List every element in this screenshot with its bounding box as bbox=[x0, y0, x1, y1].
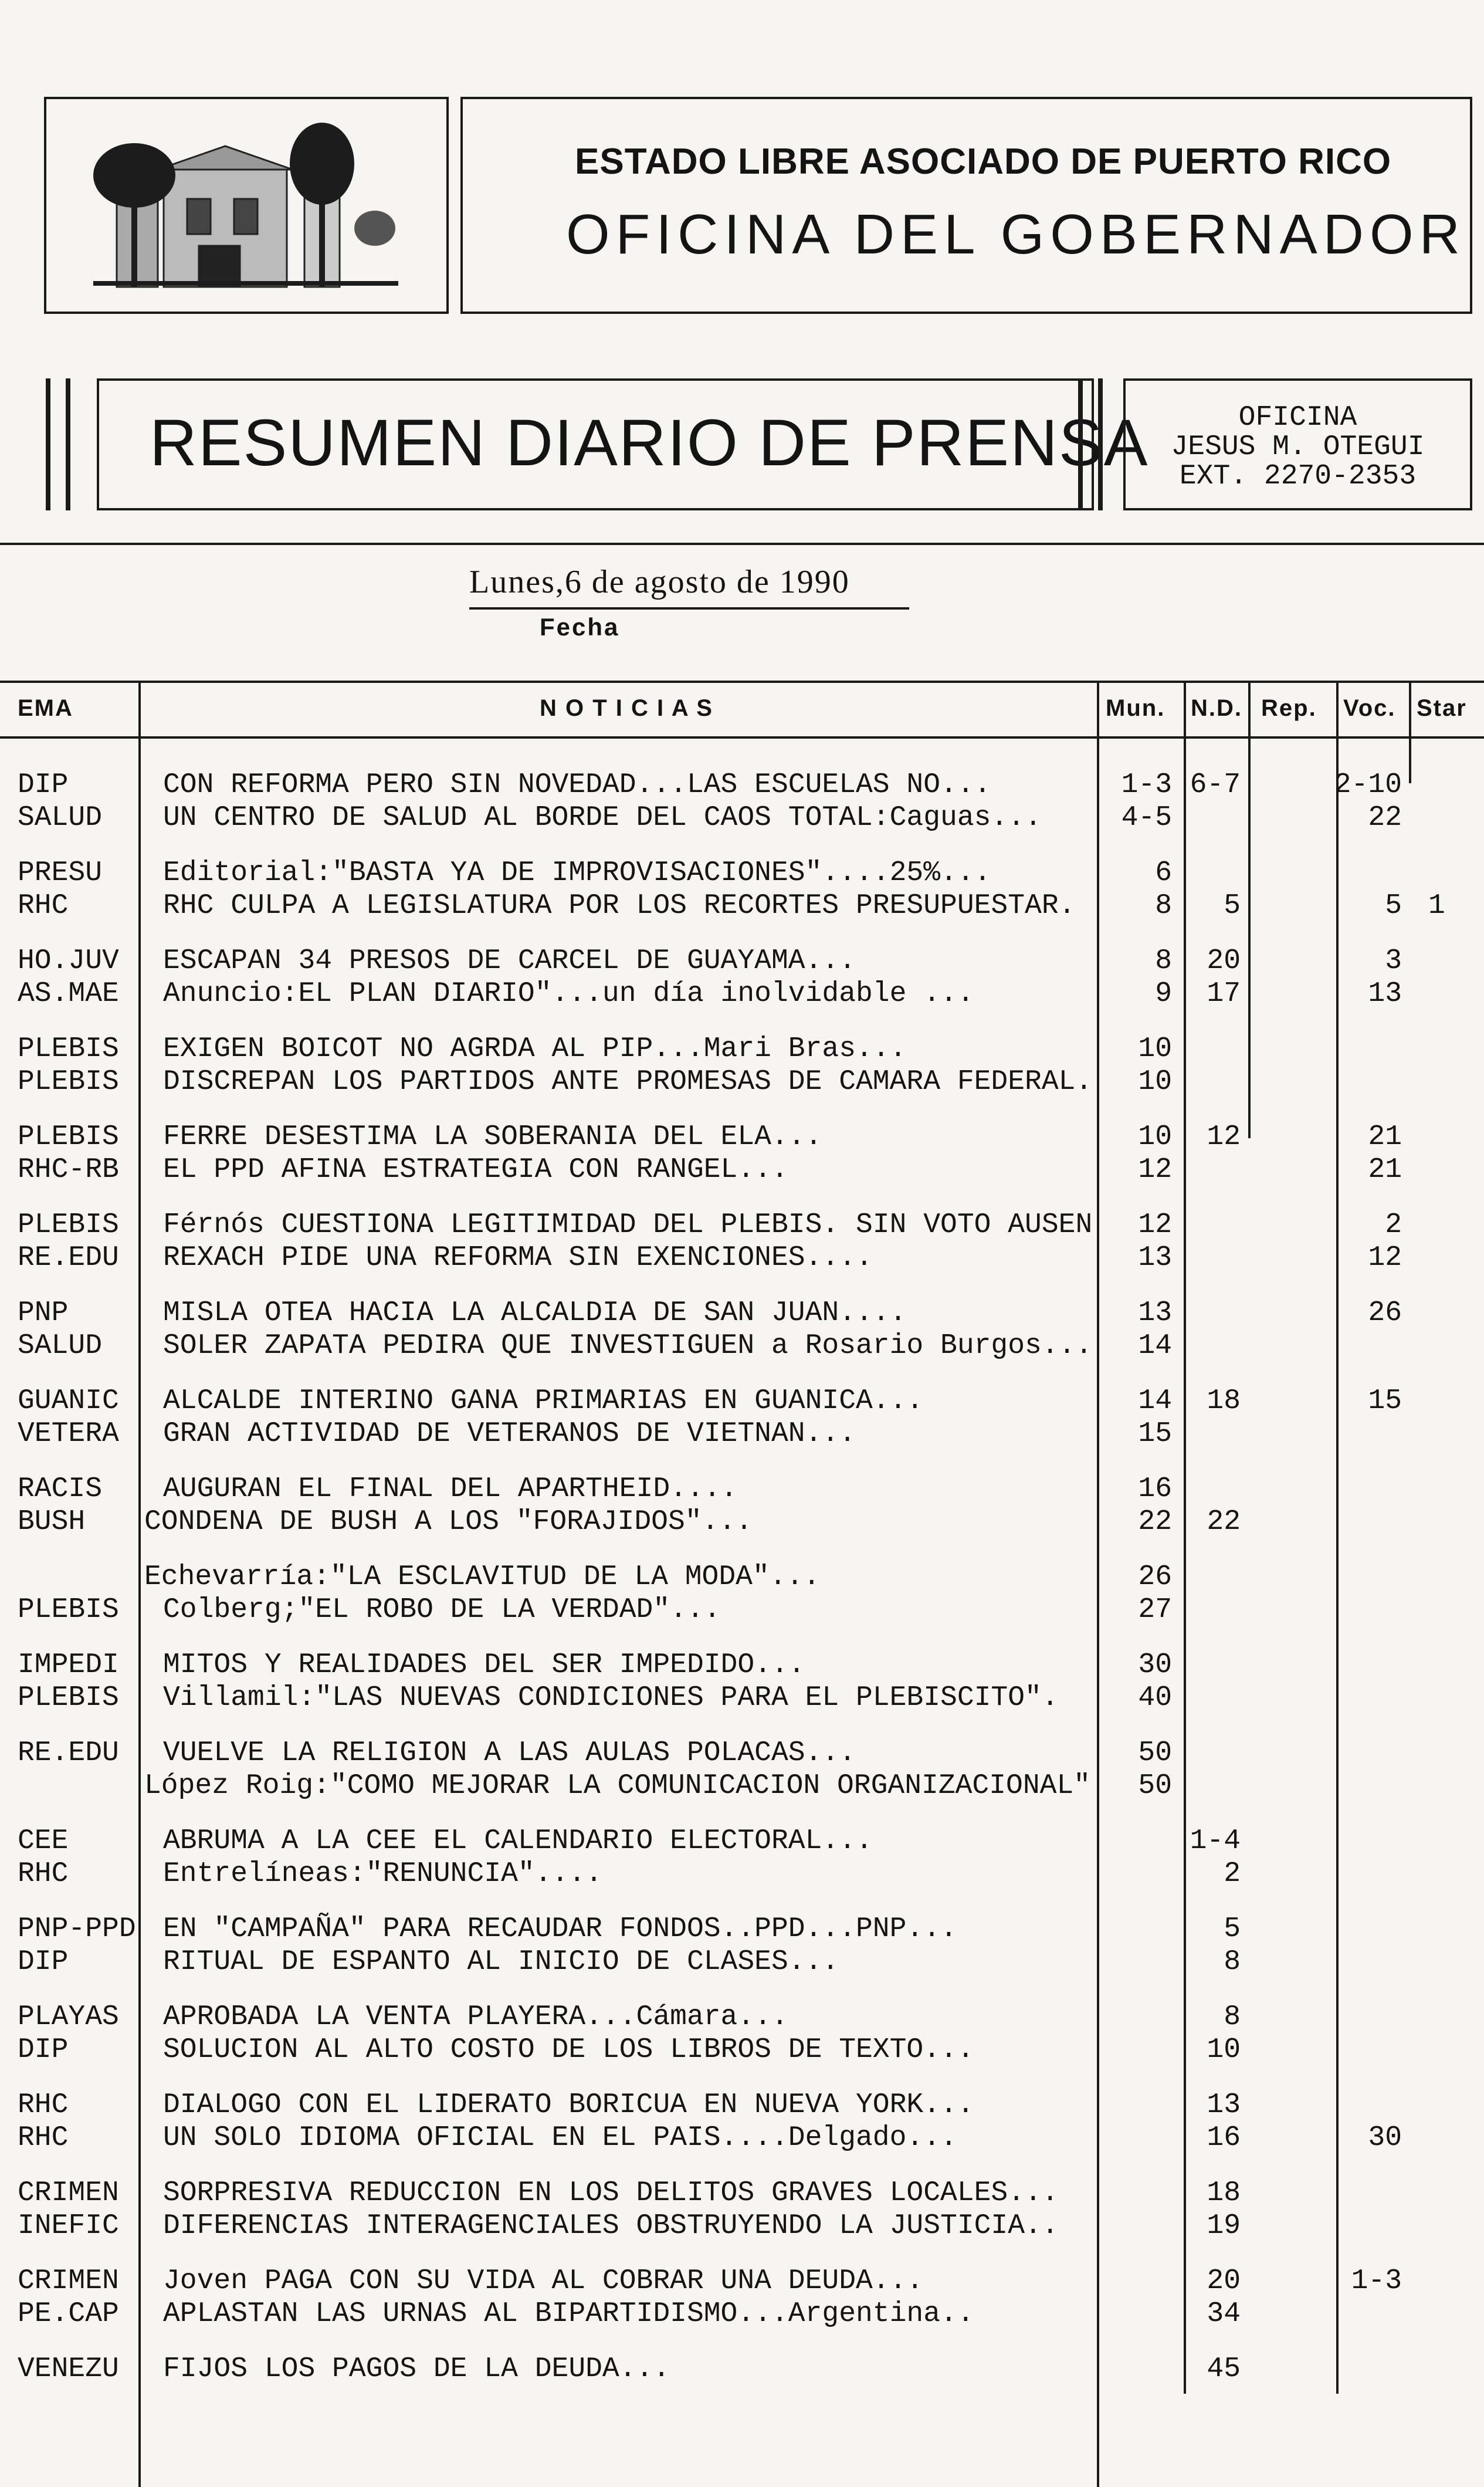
row-mun: 10 bbox=[1138, 1121, 1172, 1153]
row-tema: RACIS bbox=[18, 1473, 103, 1505]
row-tema: VETERA bbox=[18, 1418, 119, 1450]
row-nd: 5 bbox=[1224, 1913, 1241, 1945]
office-label: OFICINA bbox=[1238, 402, 1357, 434]
table-row bbox=[0, 1825, 1484, 1857]
row-noticia: ESCAPAN 34 PRESOS DE CARCEL DE GUAYAMA... bbox=[163, 945, 856, 977]
row-tema: VENEZU bbox=[18, 2353, 119, 2385]
col-divider-star bbox=[1409, 681, 1411, 783]
row-tema: DIP bbox=[18, 2034, 69, 2066]
col-header-nd: N.D. bbox=[1191, 695, 1242, 721]
row-tema: PLEBIS bbox=[18, 1066, 119, 1098]
row-noticia: López Roig:"COMO MEJORAR LA COMUNICACION ORGANIZACIONAL" bbox=[144, 1770, 1091, 1802]
row-tema: AS.MAE bbox=[18, 978, 119, 1010]
table-row bbox=[0, 1857, 1484, 1890]
government-name: ESTADO LIBRE ASOCIADO DE PUERTO RICO bbox=[575, 141, 1392, 182]
row-nd: 5 bbox=[1224, 890, 1241, 922]
row-tema: CRIMEN bbox=[18, 2265, 119, 2297]
table-row bbox=[0, 1385, 1484, 1417]
table-top-rule bbox=[0, 681, 1484, 683]
row-mun: 14 bbox=[1138, 1330, 1172, 1362]
row-noticia: DIALOGO CON EL LIDERATO BORICUA EN NUEVA YORK... bbox=[163, 2089, 974, 2121]
row-tema: INEFIC bbox=[18, 2210, 119, 2242]
bracket-right-inner bbox=[1078, 378, 1083, 510]
row-noticia: GRAN ACTIVIDAD DE VETERANOS DE VIETNAN... bbox=[163, 1418, 856, 1450]
row-mun: 9 bbox=[1155, 978, 1172, 1010]
row-noticia: REXACH PIDE UNA REFORMA SIN EXENCIONES.... bbox=[163, 1242, 873, 1274]
row-noticia: ALCALDE INTERINO GANA PRIMARIAS EN GUANICA... bbox=[163, 1385, 924, 1417]
row-noticia: EXIGEN BOICOT NO AGRDA AL PIP...Mari Bras... bbox=[163, 1033, 907, 1065]
row-nd: 2 bbox=[1224, 1858, 1241, 1890]
row-tema: PLEBIS bbox=[18, 1594, 119, 1626]
row-nd: 18 bbox=[1207, 1385, 1241, 1417]
header-divider bbox=[0, 543, 1484, 545]
row-voc: 2 bbox=[1385, 1209, 1402, 1241]
row-noticia: EN "CAMPAÑA" PARA RECAUDAR FONDOS..PPD...PNP... bbox=[163, 1913, 957, 1945]
table-row bbox=[0, 2265, 1484, 2297]
row-mun: 50 bbox=[1138, 1770, 1172, 1802]
row-mun: 30 bbox=[1138, 1649, 1172, 1681]
row-voc: 21 bbox=[1368, 1154, 1402, 1186]
row-tema: DIP bbox=[18, 1946, 69, 1978]
row-voc: 2-10 bbox=[1334, 769, 1402, 801]
table-row bbox=[0, 2297, 1484, 2330]
row-nd: 17 bbox=[1207, 978, 1241, 1010]
fortaleza-building-icon bbox=[46, 99, 446, 312]
row-voc: 5 bbox=[1385, 890, 1402, 922]
table-row bbox=[0, 1561, 1484, 1593]
row-tema: PLEBIS bbox=[18, 1033, 119, 1065]
row-nd: 34 bbox=[1207, 2298, 1241, 2330]
table-row bbox=[0, 2177, 1484, 2209]
row-tema: PE.CAP bbox=[18, 2298, 119, 2330]
table-row bbox=[0, 1649, 1484, 1681]
row-noticia: FIJOS LOS PAGOS DE LA DEUDA... bbox=[163, 2353, 670, 2385]
row-mun: 13 bbox=[1138, 1297, 1172, 1329]
press-summary-title: RESUMEN DIARIO DE PRENSA bbox=[150, 406, 1149, 479]
table-row bbox=[0, 2121, 1484, 2154]
row-nd: 19 bbox=[1207, 2210, 1241, 2242]
table-row bbox=[0, 889, 1484, 922]
row-voc: 26 bbox=[1368, 1297, 1402, 1329]
table-row bbox=[0, 801, 1484, 834]
row-nd: 18 bbox=[1207, 2177, 1241, 2209]
row-star: 1 bbox=[1428, 890, 1445, 922]
table-row bbox=[0, 1153, 1484, 1186]
row-nd: 8 bbox=[1224, 2001, 1241, 2033]
row-nd: 1-4 bbox=[1190, 1825, 1241, 1857]
table-row bbox=[0, 2001, 1484, 2033]
table-row bbox=[0, 1913, 1484, 1945]
row-noticia: UN SOLO IDIOMA OFICIAL EN EL PAIS....Delgado... bbox=[163, 2122, 957, 2154]
row-voc: 15 bbox=[1368, 1385, 1402, 1417]
row-noticia: AUGURAN EL FINAL DEL APARTHEID.... bbox=[163, 1473, 738, 1505]
row-noticia: MISLA OTEA HACIA LA ALCALDIA DE SAN JUAN.... bbox=[163, 1297, 907, 1329]
table-row bbox=[0, 1593, 1484, 1626]
table-row bbox=[0, 857, 1484, 889]
row-noticia: SOLER ZAPATA PEDIRA QUE INVESTIGUEN a Rosario Burgos... bbox=[163, 1330, 1093, 1362]
row-mun: 4-5 bbox=[1121, 802, 1172, 834]
row-noticia: Joven PAGA CON SU VIDA AL COBRAR UNA DEUDA... bbox=[163, 2265, 924, 2297]
row-mun: 40 bbox=[1138, 1682, 1172, 1714]
table-row bbox=[0, 1297, 1484, 1329]
row-tema: CEE bbox=[18, 1825, 69, 1857]
row-tema: RHC-RB bbox=[18, 1154, 119, 1186]
row-nd: 6-7 bbox=[1190, 769, 1241, 801]
table-row bbox=[0, 1473, 1484, 1505]
row-nd: 20 bbox=[1207, 945, 1241, 977]
row-noticia: Echevarría:"LA ESCLAVITUD DE LA MODA"... bbox=[144, 1561, 821, 1593]
table-row bbox=[0, 1241, 1484, 1274]
row-mun: 10 bbox=[1138, 1033, 1172, 1065]
row-tema: RHC bbox=[18, 1858, 69, 1890]
row-voc: 22 bbox=[1368, 802, 1402, 834]
row-tema: PNP bbox=[18, 1297, 69, 1329]
table-row bbox=[0, 1737, 1484, 1769]
bracket-left-inner bbox=[66, 378, 70, 510]
row-noticia: RHC CULPA A LEGISLATURA POR LOS RECORTES PRESUPUESTAR. bbox=[163, 890, 1076, 922]
table-row bbox=[0, 1065, 1484, 1098]
row-noticia: APROBADA LA VENTA PLAYERA...Cámara... bbox=[163, 2001, 788, 2033]
row-mun: 12 bbox=[1138, 1154, 1172, 1186]
row-voc: 21 bbox=[1368, 1121, 1402, 1153]
table-row bbox=[0, 2089, 1484, 2121]
row-noticia: UN CENTRO DE SALUD AL BORDE DEL CAOS TOTAL:Caguas... bbox=[163, 802, 1042, 834]
bracket-left-outer bbox=[46, 378, 50, 510]
row-noticia: VUELVE LA RELIGION A LAS AULAS POLACAS... bbox=[163, 1737, 856, 1769]
row-noticia: EL PPD AFINA ESTRATEGIA CON RANGEL... bbox=[163, 1154, 788, 1186]
row-nd: 20 bbox=[1207, 2265, 1241, 2297]
table-header-rule bbox=[0, 736, 1484, 739]
office-name: OFICINA DEL GOBERNADOR bbox=[566, 203, 1466, 266]
row-tema: RE.EDU bbox=[18, 1242, 119, 1274]
row-voc: 13 bbox=[1368, 978, 1402, 1010]
row-tema: IMPEDI bbox=[18, 1649, 119, 1681]
row-nd: 8 bbox=[1224, 1946, 1241, 1978]
row-tema: PLEBIS bbox=[18, 1209, 119, 1241]
table-row bbox=[0, 1033, 1484, 1065]
row-mun: 50 bbox=[1138, 1737, 1172, 1769]
report-date: Lunes,6 de agosto de 1990 bbox=[469, 564, 850, 600]
row-tema: DIP bbox=[18, 769, 69, 801]
row-tema: PRESU bbox=[18, 857, 103, 889]
row-noticia: MITOS Y REALIDADES DEL SER IMPEDIDO... bbox=[163, 1649, 805, 1681]
row-mun: 12 bbox=[1138, 1209, 1172, 1241]
row-tema: PLEBIS bbox=[18, 1121, 119, 1153]
row-mun: 22 bbox=[1138, 1506, 1172, 1538]
row-tema: SALUD bbox=[18, 802, 103, 834]
table-row bbox=[0, 1417, 1484, 1450]
table-row bbox=[0, 1681, 1484, 1714]
table-row bbox=[0, 1121, 1484, 1153]
row-tema: PNP-PPD bbox=[18, 1913, 136, 1945]
row-noticia: RITUAL DE ESPANTO AL INICIO DE CLASES... bbox=[163, 1946, 839, 1978]
col-header-voc: Voc. bbox=[1343, 695, 1396, 721]
row-voc: 1-3 bbox=[1351, 2265, 1402, 2297]
row-tema: PLEBIS bbox=[18, 1682, 119, 1714]
row-noticia: FERRE DESESTIMA LA SOBERANIA DEL ELA... bbox=[163, 1121, 822, 1153]
row-noticia: Férnós CUESTIONA LEGITIMIDAD DEL PLEBIS. SIN VOTO AUSEN bbox=[163, 1209, 1093, 1241]
row-noticia: Editorial:"BASTA YA DE IMPROVISACIONES"....25%... bbox=[163, 857, 991, 889]
row-nd: 22 bbox=[1207, 1506, 1241, 1538]
row-mun: 1-3 bbox=[1121, 769, 1172, 801]
row-tema: RHC bbox=[18, 890, 69, 922]
table-row bbox=[0, 1769, 1484, 1802]
col-header-mun: Mun. bbox=[1106, 695, 1165, 721]
row-noticia: APLASTAN LAS URNAS AL BIPARTIDISMO...Argentina.. bbox=[163, 2298, 974, 2330]
row-noticia: Entrelíneas:"RENUNCIA".... bbox=[163, 1858, 602, 1890]
row-nd: 45 bbox=[1207, 2353, 1241, 2385]
row-tema: GUANIC bbox=[18, 1385, 119, 1417]
row-noticia: DIFERENCIAS INTERAGENCIALES OBSTRUYENDO LA JUSTICIA.. bbox=[163, 2210, 1059, 2242]
row-voc: 30 bbox=[1368, 2122, 1402, 2154]
row-tema: BUSH bbox=[18, 1506, 86, 1538]
bracket-right-outer bbox=[1098, 378, 1103, 510]
table-row bbox=[0, 769, 1484, 801]
table-row bbox=[0, 1505, 1484, 1538]
row-mun: 14 bbox=[1138, 1385, 1172, 1417]
row-mun: 27 bbox=[1138, 1594, 1172, 1626]
row-nd: 13 bbox=[1207, 2089, 1241, 2121]
table-row bbox=[0, 977, 1484, 1010]
row-tema: RHC bbox=[18, 2089, 69, 2121]
col-header-tema: EMA bbox=[18, 695, 73, 721]
table-row bbox=[0, 2209, 1484, 2242]
row-noticia: CONDENA DE BUSH A LOS "FORAJIDOS"... bbox=[144, 1506, 753, 1538]
row-noticia: ABRUMA A LA CEE EL CALENDARIO ELECTORAL... bbox=[163, 1825, 873, 1857]
row-mun: 8 bbox=[1155, 890, 1172, 922]
date-label: Fecha bbox=[540, 613, 620, 641]
row-tema: RHC bbox=[18, 2122, 69, 2154]
row-noticia: CON REFORMA PERO SIN NOVEDAD...LAS ESCUELAS NO... bbox=[163, 769, 991, 801]
table-row bbox=[0, 1209, 1484, 1241]
table-row bbox=[0, 2353, 1484, 2386]
row-noticia: Colberg;"EL ROBO DE LA VERDAD"... bbox=[163, 1594, 721, 1626]
row-tema: RE.EDU bbox=[18, 1737, 119, 1769]
row-mun: 13 bbox=[1138, 1242, 1172, 1274]
table-row bbox=[0, 1329, 1484, 1362]
row-noticia: Villamil:"LAS NUEVAS CONDICIONES PARA EL PLEBISCITO". bbox=[163, 1682, 1059, 1714]
row-mun: 8 bbox=[1155, 945, 1172, 977]
col-header-noticias: N O T I C I A S bbox=[540, 695, 713, 721]
row-noticia: SORPRESIVA REDUCCION EN LOS DELITOS GRAVES LOCALES... bbox=[163, 2177, 1059, 2209]
row-nd: 12 bbox=[1207, 1121, 1241, 1153]
row-mun: 6 bbox=[1155, 857, 1172, 889]
office-contact-name: JESUS M. OTEGUI bbox=[1171, 431, 1425, 463]
row-noticia: DISCREPAN LOS PARTIDOS ANTE PROMESAS DE CAMARA FEDERAL. bbox=[163, 1066, 1093, 1098]
row-mun: 15 bbox=[1138, 1418, 1172, 1450]
col-header-rep: Rep. bbox=[1261, 695, 1317, 721]
col-header-star: Star bbox=[1417, 695, 1467, 721]
table-row bbox=[0, 945, 1484, 977]
table-row bbox=[0, 1945, 1484, 1978]
row-noticia: Anuncio:EL PLAN DIARIO"...un día inolvidable ... bbox=[163, 978, 974, 1010]
row-mun: 10 bbox=[1138, 1066, 1172, 1098]
row-mun: 16 bbox=[1138, 1473, 1172, 1505]
row-voc: 3 bbox=[1385, 945, 1402, 977]
row-tema: CRIMEN bbox=[18, 2177, 119, 2209]
date-underline bbox=[469, 607, 909, 610]
row-voc: 12 bbox=[1368, 1242, 1402, 1274]
row-noticia: SOLUCION AL ALTO COSTO DE LOS LIBROS DE TEXTO... bbox=[163, 2034, 974, 2066]
row-nd: 10 bbox=[1207, 2034, 1241, 2066]
row-tema: HO.JUV bbox=[18, 945, 119, 977]
office-extension: EXT. 2270-2353 bbox=[1179, 461, 1417, 492]
row-mun: 26 bbox=[1138, 1561, 1172, 1593]
table-row bbox=[0, 2033, 1484, 2066]
row-tema: PLAYAS bbox=[18, 2001, 119, 2033]
row-tema: SALUD bbox=[18, 1330, 103, 1362]
row-nd: 16 bbox=[1207, 2122, 1241, 2154]
fortaleza-logo bbox=[44, 97, 449, 314]
